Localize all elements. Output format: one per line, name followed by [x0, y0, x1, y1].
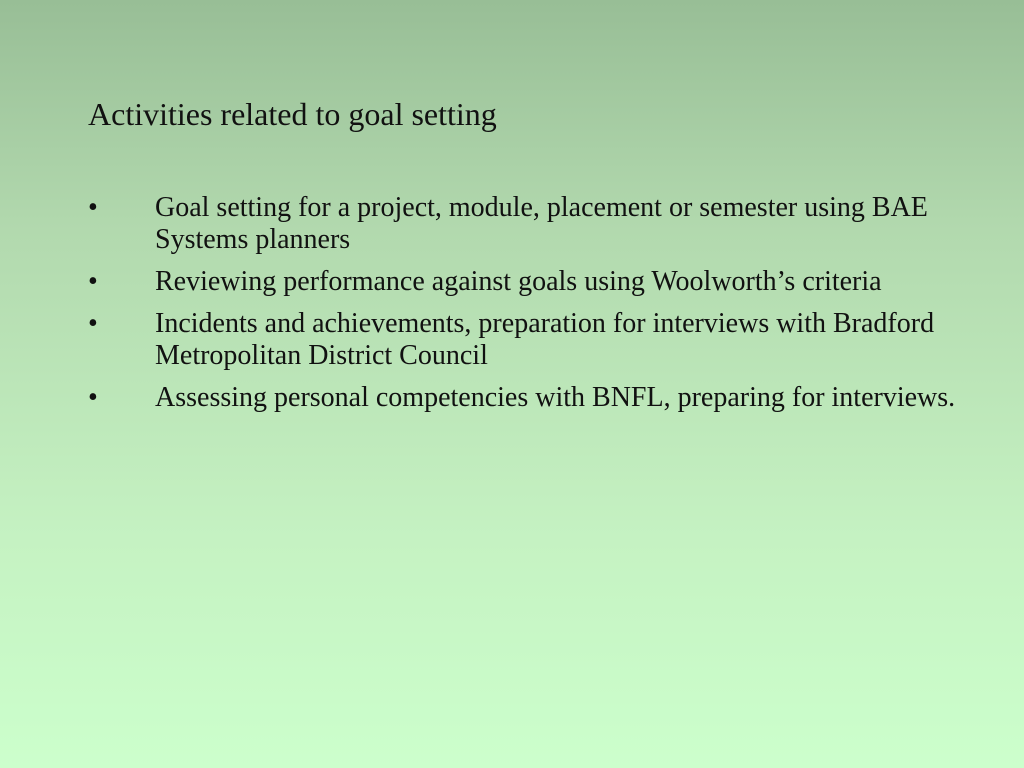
- list-item-text: Reviewing performance against goals using Woolworth’s criteria: [155, 266, 882, 297]
- bullet-icon: •: [88, 266, 98, 297]
- bullet-list: [88, 192, 968, 424]
- list-item: [88, 266, 968, 298]
- bullet-icon: •: [88, 382, 98, 413]
- list-item: [88, 382, 968, 414]
- slide-title: Activities related to goal setting: [88, 96, 497, 132]
- list-item-text: Goal setting for a project, module, placement or semester using BAE Systems planners: [155, 192, 928, 255]
- bullet-icon: •: [88, 308, 98, 339]
- list-item: [88, 308, 968, 372]
- list-item-text: Assessing personal competencies with BNFL, preparing for interviews.: [155, 382, 956, 413]
- list-item-text: Incidents and achievements, preparation for interviews with Bradford Metropolitan District Council: [155, 308, 935, 371]
- list-item: [88, 192, 968, 256]
- bullet-icon: •: [88, 192, 98, 223]
